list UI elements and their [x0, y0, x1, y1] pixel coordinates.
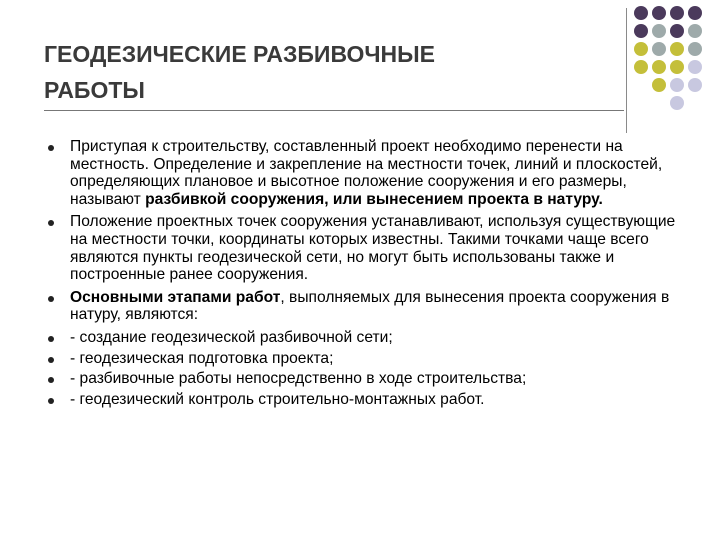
- item-text: - создание геодезической разбивочной сети;: [70, 328, 393, 346]
- list-item: [48, 370, 678, 388]
- decorative-dot: [634, 6, 648, 20]
- bullet-icon: [48, 145, 54, 151]
- list-item: [48, 329, 678, 347]
- decorative-dot: [652, 42, 666, 56]
- bullet-icon: [48, 357, 54, 363]
- decorative-dot: [652, 24, 666, 38]
- item-text: Положение проектных точек сооружения устанавливают, используя существующие на местности точки, координаты которых известны. Такими точками чаще всего являются пункты геодезической сети, но могут быть использованы также и построенные ранее сооружения.: [70, 213, 676, 284]
- list-item: [48, 289, 678, 324]
- item-bold-text: разбивкой сооружения, или вынесением проекта в натуру.: [145, 190, 603, 208]
- list-item: [48, 138, 678, 208]
- decorative-dot: [634, 24, 648, 38]
- decorative-dot: [634, 42, 648, 56]
- decorative-dot: [688, 42, 702, 56]
- decorative-dot: [688, 78, 702, 92]
- bullet-icon: [48, 336, 54, 342]
- title-line-2: РАБОТЫ: [44, 77, 145, 103]
- bullet-icon: [48, 398, 54, 404]
- item-text: - разбивочные работы непосредственно в ходе строительства;: [70, 370, 527, 388]
- bullet-icon: [48, 296, 54, 302]
- decorative-dot: [670, 42, 684, 56]
- title-underline: [44, 110, 624, 111]
- item-text: Приступая к строительству, составленный проект необходимо перенести на местность. Определение и закрепление на местности точек, линий и плоскостей, определяющих плановое и высотное положение сооружения и его размеры, называют: [70, 138, 663, 208]
- item-text: - геодезическая подготовка проекта;: [70, 349, 334, 367]
- list-item: [48, 350, 678, 368]
- decorative-dot: [688, 6, 702, 20]
- list-item: [48, 391, 678, 409]
- item-text: - геодезический контроль строительно-монтажных работ.: [70, 390, 485, 408]
- decorative-dot: [670, 24, 684, 38]
- bullet-icon: [48, 377, 54, 383]
- decorative-dot: [688, 24, 702, 38]
- bullet-list: [48, 138, 678, 411]
- decorative-dot: [670, 60, 684, 74]
- vertical-divider: [626, 8, 627, 133]
- decorative-dot: [652, 78, 666, 92]
- item-text: , выполняемых для вынесения проекта сооружения в натуру, являются:: [70, 288, 670, 324]
- bullet-icon: [48, 220, 54, 226]
- decorative-dot: [670, 6, 684, 20]
- decorative-dot: [634, 60, 648, 74]
- list-item: [48, 213, 678, 283]
- decorative-dot: [670, 78, 684, 92]
- decorative-dot: [670, 96, 684, 110]
- slide-title: [44, 36, 604, 108]
- title-line-1: ГЕОДЕЗИЧЕСКИЕ РАЗБИВОЧНЫЕ: [44, 41, 435, 67]
- decorative-dot: [652, 6, 666, 20]
- decorative-dot: [688, 60, 702, 74]
- item-bold-text: Основными этапами работ: [70, 288, 281, 306]
- decorative-dot: [652, 60, 666, 74]
